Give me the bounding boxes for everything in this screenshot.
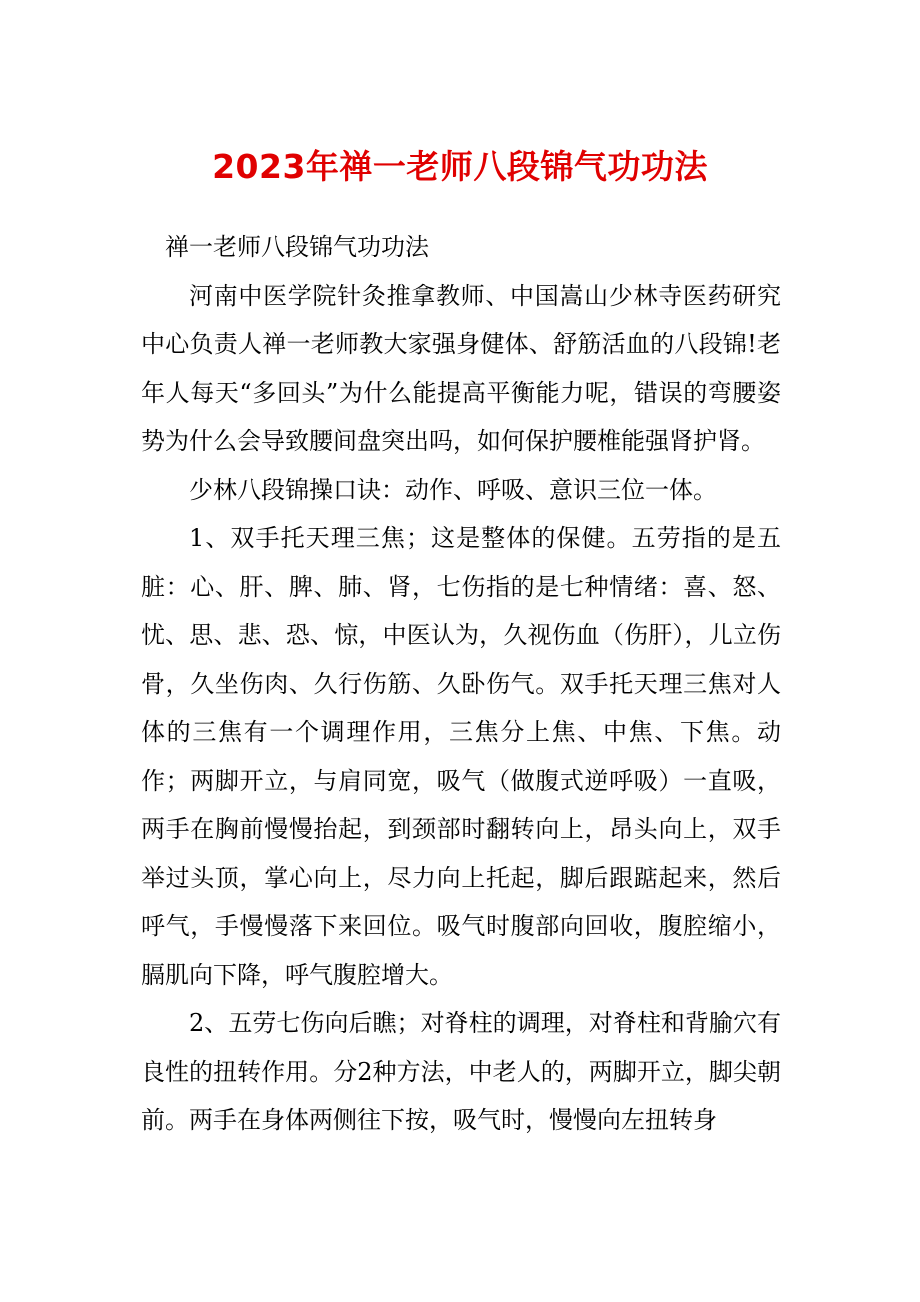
document-title: 2023年禅一老师八段锦气功功法 — [212, 147, 708, 186]
paragraph-mnemonic: 少林八段锦操口诀：动作、呼吸、意识三位一体。 — [189, 475, 717, 504]
paragraph-intro: 河南中医学院针灸推拿教师、中国嵩山少林寺医药研究中心负责人禅一老师教大家强身健体、舒筋活血的八段锦!老年人每天“多回头”为什么能提高平衡能力呢，错误的弯腰姿势为什么会导致腰间盘突出吗，如何保护腰椎能强肾护肾。 — [141, 281, 781, 455]
document-body — [141, 223, 781, 1145]
paragraph-step-1: 1、双手托天理三焦；这是整体的保健。五劳指的是五脏：心、肝、脾、肺、肾，七伤指的是七种情绪：喜、怒、忧、思、悲、恐、惊，中医认为，久视伤血（伤肝），儿立伤骨，久坐伤肉、久行伤筋、久卧伤气。双手托天理三焦对人体的三焦有一个调理作用，三焦分上焦、中焦、下焦。动作；两脚开立，与肩同宽，吸气（做腹式逆呼吸）一直吸，两手在胸前慢慢抬起，到颈部时翻转向上，昂头向上，双手举过头顶，掌心向上，尽力向上托起，脚后跟踮起来，然后呼气，手慢慢落下来回位。吸气时腹部向回收，腹腔缩小，膈肌向下降，呼气腹腔增大。 — [141, 524, 781, 989]
paragraph-subtitle: 禅一老师八段锦气功功法 — [165, 233, 429, 261]
paragraph-step-2: 2、五劳七伤向后瞧；对脊柱的调理，对脊柱和背腧穴有良性的扭转作用。分2种方法，中老人的，两脚开立，脚尖朝前。两手在身体两侧往下按，吸气时，慢慢向左扭转身 — [141, 1009, 781, 1134]
